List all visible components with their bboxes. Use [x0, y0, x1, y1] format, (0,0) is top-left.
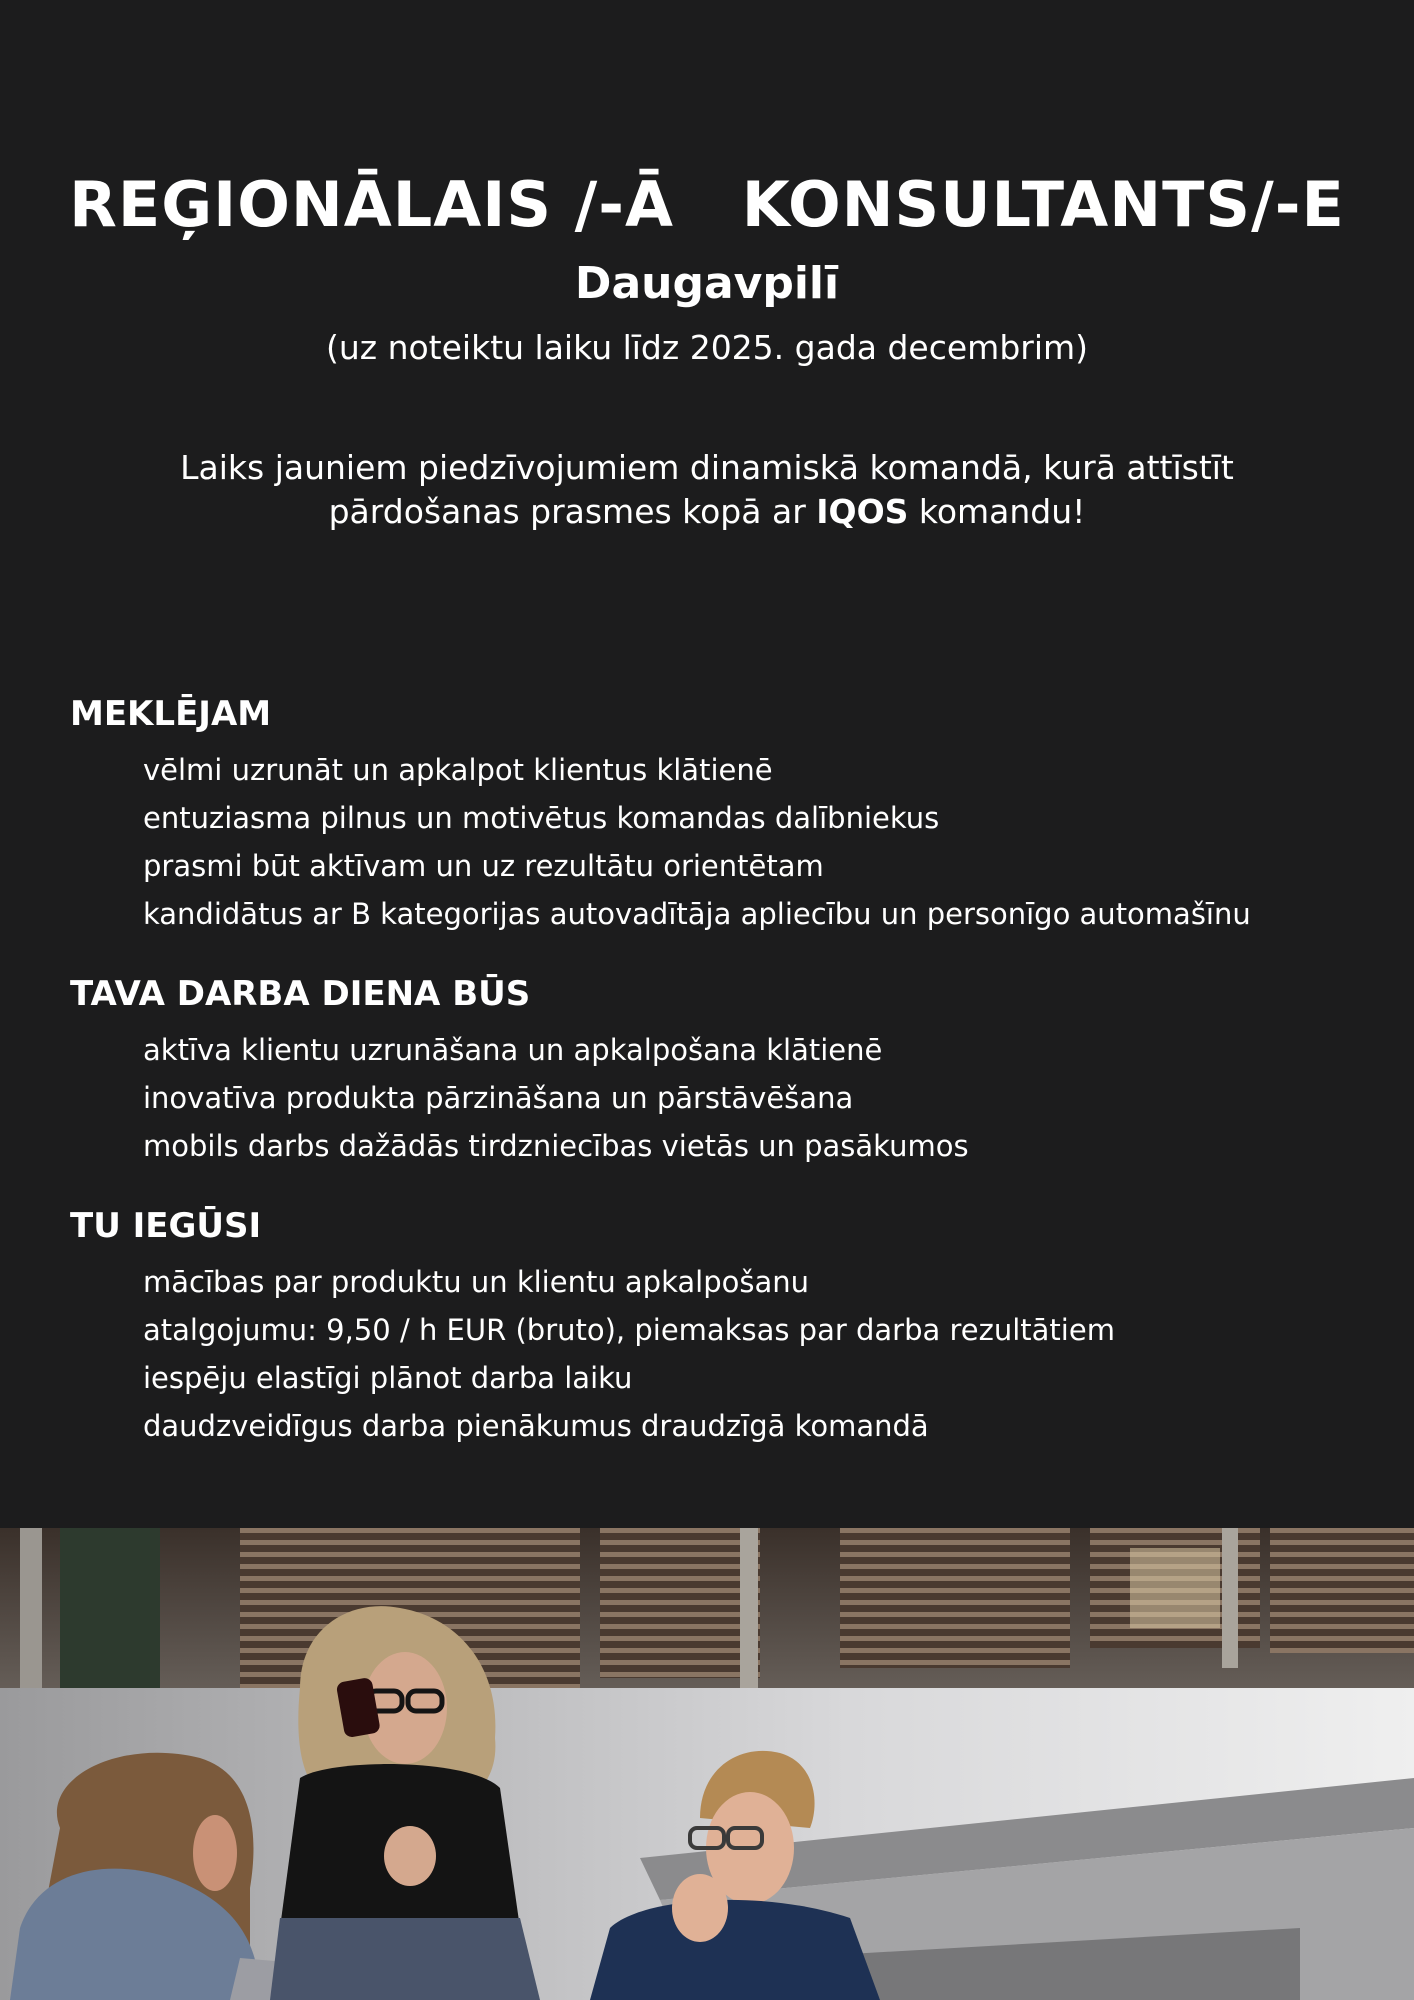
list-item: mobils darbs dažādās tirdzniecības vietās un pasākumos	[143, 1129, 969, 1163]
list-item: mācības par produktu un klientu apkalpošanu	[143, 1265, 809, 1299]
benefits-list	[143, 1258, 1115, 1450]
list-item: daudzveidīgus darba pienākumus draudzīgā komandā	[143, 1409, 929, 1443]
location-subtitle: Daugavpilī	[574, 258, 840, 309]
section-heading-looking-for: MEKLĒJAM	[70, 694, 272, 734]
list-item: prasmi būt aktīvam un uz rezultātu orientētam	[143, 849, 824, 883]
looking-for-list	[143, 746, 1251, 938]
list-item: inovatīva produkta pārzināšana un pārstāvēšana	[143, 1081, 854, 1115]
page-title: REĢIONĀLAIS /-Ā KONSULTANTS/-E	[69, 168, 1345, 241]
list-item: iespēju elastīgi plānot darba laiku	[143, 1361, 633, 1395]
intro-text	[120, 446, 1294, 534]
list-item: vēlmi uzrunāt un apkalpot klientus klātienē	[143, 753, 773, 787]
workday-list	[143, 1026, 969, 1170]
list-item: kandidātus ar B kategorijas autovadītāja apliecību un personīgo automašīnu	[143, 897, 1251, 931]
brand-name: IQOS	[816, 492, 909, 531]
team-photo	[0, 1528, 1414, 2000]
section-heading-workday: TAVA DARBA DIENA BŪS	[70, 974, 531, 1014]
intro-line-1: Laiks jauniem piedzīvojumiem dinamiskā komandā, kurā attīstīt	[180, 448, 1234, 487]
list-item: aktīva klientu uzrunāšana un apkalpošana klātienē	[143, 1033, 883, 1067]
list-item: entuziasma pilnus un motivētus komandas dalībniekus	[143, 801, 940, 835]
list-item: atalgojumu: 9,50 / h EUR (bruto), piemaksas par darba rezultātiem	[143, 1313, 1115, 1347]
intro-line-2-end: komandu!	[908, 492, 1086, 531]
intro-line-2-start: pārdošanas prasmes kopā ar	[328, 492, 817, 531]
term-note: (uz noteiktu laiku līdz 2025. gada decembrim)	[325, 328, 1089, 367]
section-heading-benefits: TU IEGŪSI	[70, 1206, 262, 1246]
